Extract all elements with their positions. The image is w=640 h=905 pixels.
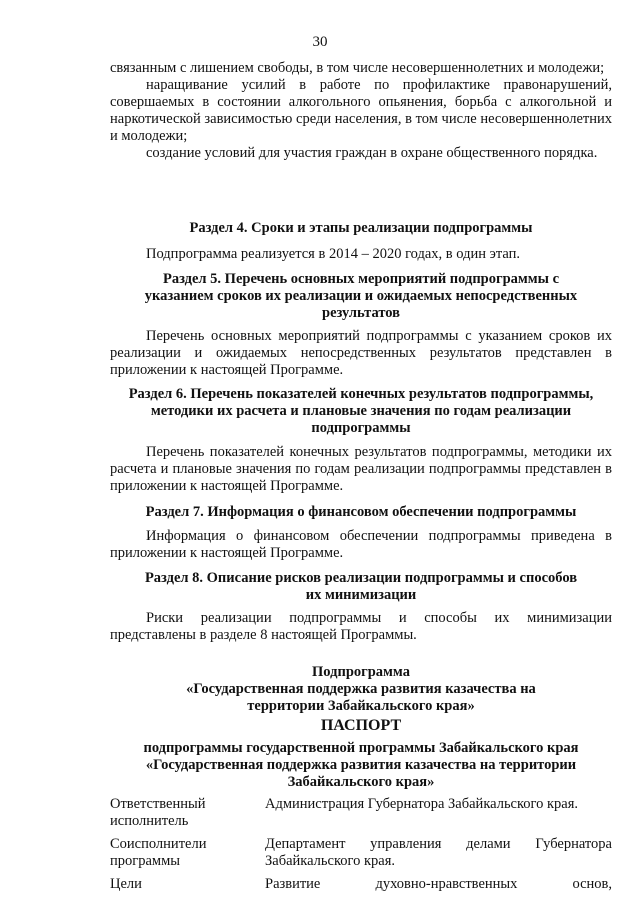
passport-title: ПАСПОРТ: [320, 717, 402, 734]
section-8-text: Риски реализации подпрограммы и способы их минимизации представлены в разделе 8 настоящей Программы.: [110, 610, 612, 643]
row-value: Администрация Губернатора Забайкальского края.: [265, 796, 579, 812]
section-4-text: Подпрограмма реализуется в 2014 – 2020 годах, в один этап.: [146, 246, 520, 262]
table-row: [110, 796, 612, 830]
page-number: 30: [312, 34, 328, 50]
row-label: Цели: [110, 876, 142, 892]
section-6-text: Перечень показателей конечных результатов подпрограммы, методики их расчета и плановые значения по годам реализации подпрограммы представлен в приложении к настоящей Программе.: [110, 444, 612, 494]
table-row: [110, 876, 612, 893]
section-8-title: Раздел 8. Описание рисков реализации подпрограммы и способов их минимизации: [144, 570, 578, 603]
section-7-title: Раздел 7. Информация о финансовом обеспечении подпрограммы: [145, 504, 577, 520]
subprogram-header: [110, 664, 612, 715]
intro-paragraph-2: наращивание усилий в работе по профилактике правонарушений, совершаемых в состоянии алкогольного опьянения, борьба с алкогольной и наркотической зависимостью среди населения, в том числе несовершеннолетних и молодежи;: [110, 77, 612, 144]
row-value: Развитие духовно-нравственных основ,: [265, 876, 612, 892]
row-value: Департамент управления делами Губернатора Забайкальского края.: [265, 836, 612, 869]
section-6-title: Раздел 6. Перечень показателей конечных результатов подпрограммы, методики их расчета и плановые значения по годам реализации подпрограммы: [128, 386, 594, 436]
passport-subtitle: подпрограммы государственной программы Забайкальского края «Государственная поддержка развития казачества на территории Забайкальского края»: [143, 740, 579, 790]
passport-table: [110, 796, 612, 899]
section-4-title: Раздел 4. Сроки и этапы реализации подпрограммы: [189, 220, 533, 236]
section-5-text: Перечень основных мероприятий подпрограммы с указанием сроков их реализации и ожидаемых непосредственных результатов представлен в приложении к настоящей Программе.: [110, 328, 612, 378]
row-label: Ответственный исполнитель: [110, 796, 206, 829]
table-row: [110, 836, 612, 870]
intro-paragraph-1: связанным с лишением свободы, в том числе несовершеннолетних и молодежи;: [110, 60, 605, 76]
intro-paragraph-3: создание условий для участия граждан в охране общественного порядка.: [146, 145, 598, 161]
section-7-text: Информация о финансовом обеспечении подпрограммы приведена в приложении к настоящей Программе.: [110, 528, 612, 561]
row-label: Соисполнители программы: [110, 836, 207, 869]
subprogram-label: Подпрограмма: [312, 664, 410, 680]
subprogram-name: «Государственная поддержка развития казачества на территории Забайкальского края»: [186, 681, 536, 714]
section-5-title: Раздел 5. Перечень основных мероприятий подпрограммы с указанием сроков их реализации и ожидаемых непосредственных результатов: [144, 271, 578, 321]
intro-block: [110, 60, 612, 162]
